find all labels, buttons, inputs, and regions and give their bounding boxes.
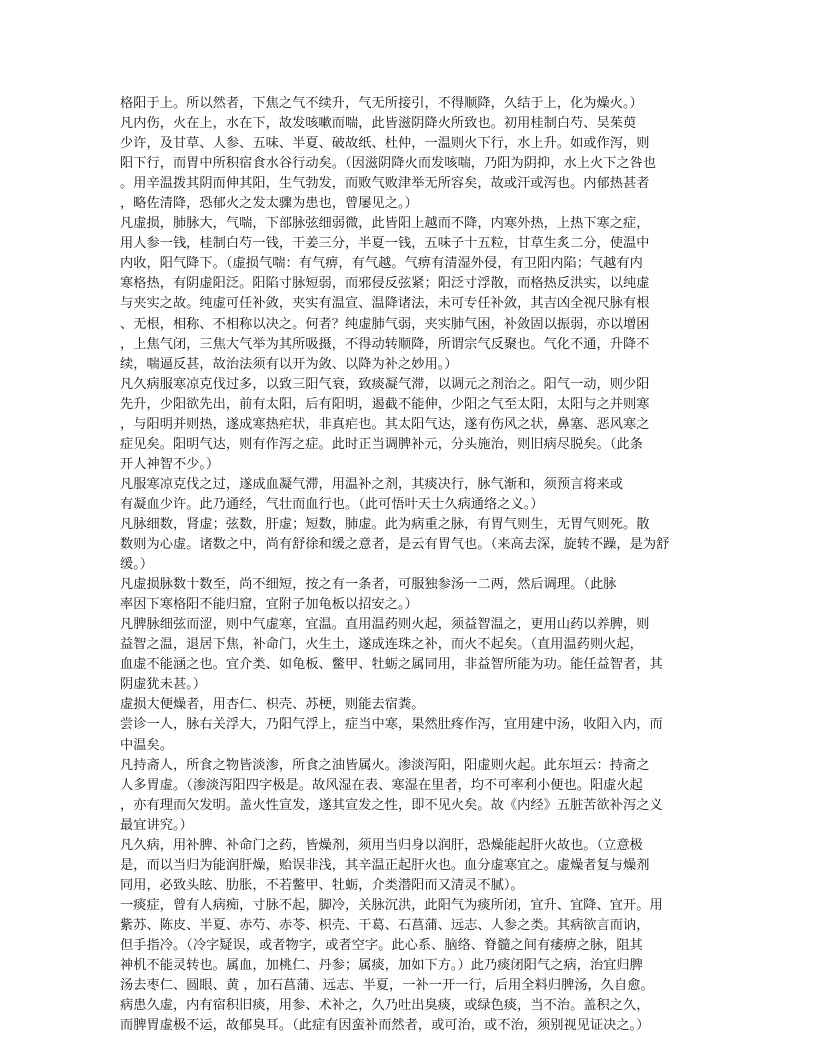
text-line: 缓。） bbox=[120, 557, 154, 573]
text-line: 凡虚损，肺脉大，气喘，下部脉弦细弱微，此皆阳上越而不降，内寒外热，上热下寒之症， bbox=[120, 216, 650, 232]
text-line: 凡内伤，火在上，水在下，故发咳嗽而喘，此皆滋阴降火所致也。初用桂制白芍、吴茱萸 bbox=[120, 116, 637, 132]
text-line: 凡虚损脉数十数至，尚不细短，按之有一条者，可服独参汤一二两，然后调理。（此脉 bbox=[120, 577, 617, 593]
text-line: 率因下寒格阳不能归窟，宜附子加龟板以招安之。） bbox=[120, 597, 418, 613]
text-line: 凡久病服寒凉克伐过多，以致三阳气衰，致痰凝气滞，以调元之剂治之。阳气一动，则少阳 bbox=[120, 376, 650, 392]
text-line: 最宜讲究。） bbox=[120, 817, 193, 833]
text-line: 凡脉细数，肾虚；弦数，肝虚；短数，肺虚。此为病重之脉，有胃气则生，无胃气则死。散 bbox=[120, 516, 650, 532]
text-line: 中温矣。 bbox=[120, 737, 173, 753]
text-line: 凡持斋人，所食之物皆淡渗，所食之油皆属火。渗淡泻阳，阳虚则火起。此东垣云：持斋之 bbox=[120, 757, 650, 773]
text-line: 。用辛温拨其阴而伸其阳，生气勃发，而败气败津举无所容矣，故或汗或泻也。内郁热甚者 bbox=[120, 176, 650, 192]
text-line: 神机不能灵转也。属血，加桃仁、丹参；属痰，加如下方。）此乃痰闭阳气之病，治宜归脾 bbox=[120, 958, 643, 974]
text-line: 、无根，相称、不相称以决之。何者？纯虚肺气弱，夹实肺气困，补敛固以振弱，亦以增困 bbox=[120, 316, 650, 332]
text-line: 阳下行，而胃中所积宿食水谷行动矣。（因滋阴降火而发咳喘，乃阳为阴抑，水上火下之咎也 bbox=[120, 156, 657, 172]
text-line: 症见矣。阳明气达，则有作泻之症。此时正当调脾补元，分头施治，则旧病尽脱矣。（此条 bbox=[120, 436, 643, 452]
text-line: 血虚不能涵之也。宜介类、如龟板、鳖甲、牡蛎之属同用，非益智所能为功。能任益智者，其 bbox=[120, 657, 663, 673]
text-line: 先升，少阳欲先出，前有太阳，后有阳明，遏截不能伸，少阳之气至太阳，太阳与之并则寒 bbox=[120, 396, 650, 412]
text-line: 格阳于上。所以然者，下焦之气不续升，气无所接引，不得顺降，久结于上，化为燥火。） bbox=[120, 96, 643, 111]
document-page bbox=[120, 94, 698, 1036]
text-line: 寒格热，有阴虚阳泛。阳陷寸脉短弱，而邪侵反弦紧；阳泛寸浮散，而格热反洪实，以纯虚 bbox=[120, 276, 650, 292]
text-line: ，与阳明并则热，遂成寒热疟状，非真疟也。其太阳气达，遂有伤风之状，鼻塞、恶风寒之 bbox=[120, 416, 650, 432]
text-line: 凡久病，用补脾、补命门之药，皆燥剂，须用当归身以润肝，恐燥能起肝火故也。（立意极 bbox=[120, 837, 643, 853]
text-line: ，上焦气闭，三焦大气举为其所吸摄，不得动转顺降，所谓宗气反聚也。气化不通，升降不 bbox=[120, 336, 650, 352]
text-line: 阴虚犹未甚。） bbox=[120, 677, 207, 693]
text-line: 与夹实之故。纯虚可任补敛，夹实有温宣、温降诸法，未可专任补敛，其吉凶全视尺脉有根 bbox=[120, 296, 650, 312]
text-line: 凡脾脉细弦而涩，则中气虚寒，宜温。直用温药则火起，须益智温之，更用山药以养脾，则 bbox=[120, 617, 650, 633]
text-line: 汤去枣仁、圆眼、黄 ，加石菖蒲、远志、半夏，一补一开一行，后用全料归脾汤，久自愈。 bbox=[120, 978, 654, 994]
text-line: 续，喘逼反甚，故治法须有以开为敛、以降为补之妙用。） bbox=[120, 356, 458, 372]
text-line: ，略佐清降，恐郁火之发太骤为患也，曾屡见之。） bbox=[120, 196, 418, 212]
text-line: 人多胃虚。（渗淡泻阳四字极是。故风湿在表、寒湿在里者，均不可率利小便也。阳虚火起 bbox=[120, 777, 643, 793]
text-line: 用人参一钱，桂制白芍一钱，干姜三分，半夏一钱，五味子十五粒，甘草生炙二分，使温中 bbox=[120, 236, 650, 252]
text-line: 病患久虚，内有宿积旧痰，用参、术补之，久乃吐出臭痰，或绿色痰，当不治。盖积之久， bbox=[120, 998, 650, 1014]
text-line: 开人神智不少。） bbox=[120, 456, 220, 472]
text-line: ，亦有理而欠发明。盖火性宣发，遂其宣发之性，即不见火矣。故《内经》五脏苦欲补泻之义 bbox=[120, 797, 663, 813]
text-line: 益智之温，退居下焦，补命门，火生土，遂成连珠之补，而火不起矣。（直用温药则火起， bbox=[120, 637, 643, 653]
text-line: 而脾胃虚极不运，故郁臭耳。（此症有因蛮补而然者，或可治，或不治，须别视见证决之。） bbox=[120, 1018, 650, 1034]
text-line: 虚损大便燥者，用杏仁、枳壳、苏梗，则能去宿粪。 bbox=[120, 697, 425, 713]
text-line: 是，而以当归为能润肝燥，贻误非浅，其辛温正起肝火也。血分虚寒宜之。虚燥者复与燥剂 bbox=[120, 857, 650, 873]
text-line: 有凝血少许。此乃通经，气壮而血行也。（此可悟叶天士久病通络之义。） bbox=[120, 496, 544, 512]
text-line: 同用，必致头眩、肋胀，不若鳖甲、牡蛎，介类潜阳而又清灵不腻）。 bbox=[120, 877, 524, 893]
text-line: 尝诊一人，脉右关浮大，乃阳气浮上，症当中寒，果然肚疼作泻，宜用建中汤，收阳入内，而 bbox=[120, 717, 663, 733]
text-line: 紫苏、陈皮、半夏、赤芍、赤苓、枳壳、干葛、石菖蒲、远志、人参之类。其病欲言而讷， bbox=[120, 917, 650, 933]
text-line: 内收，阳气降下。（虚损气喘：有气痹，有气越。气痹有清湿外侵，有卫阳内陷；气越有内 bbox=[120, 256, 643, 272]
text-line: 少许，及甘草、人参、五味、半夏、破故纸、杜仲，一温则火下行，水上升。如或作泻，则 bbox=[120, 136, 650, 152]
text-line: 一痰症，曾有人病痴，寸脉不起，脚冷，关脉沉洪，此阳气为痰所闭，宜升、宜降、宜开。用 bbox=[120, 897, 663, 913]
text-line: 凡服寒凉克伐之过，遂成血凝气滞，用温补之剂，其痰决行，脉气渐和，须预言将来或 bbox=[120, 476, 624, 492]
text-line: 但手指冷。（冷字疑误，或者物字，或者空字。此心系、脑络、脊髓之间有痿痹之脉，阻其 bbox=[120, 937, 643, 953]
text-line: 数则为心虚。诸数之中，尚有舒徐和缓之意者，是云有胃气也。（来高去深，旋转不躁，是为舒 bbox=[120, 537, 670, 553]
